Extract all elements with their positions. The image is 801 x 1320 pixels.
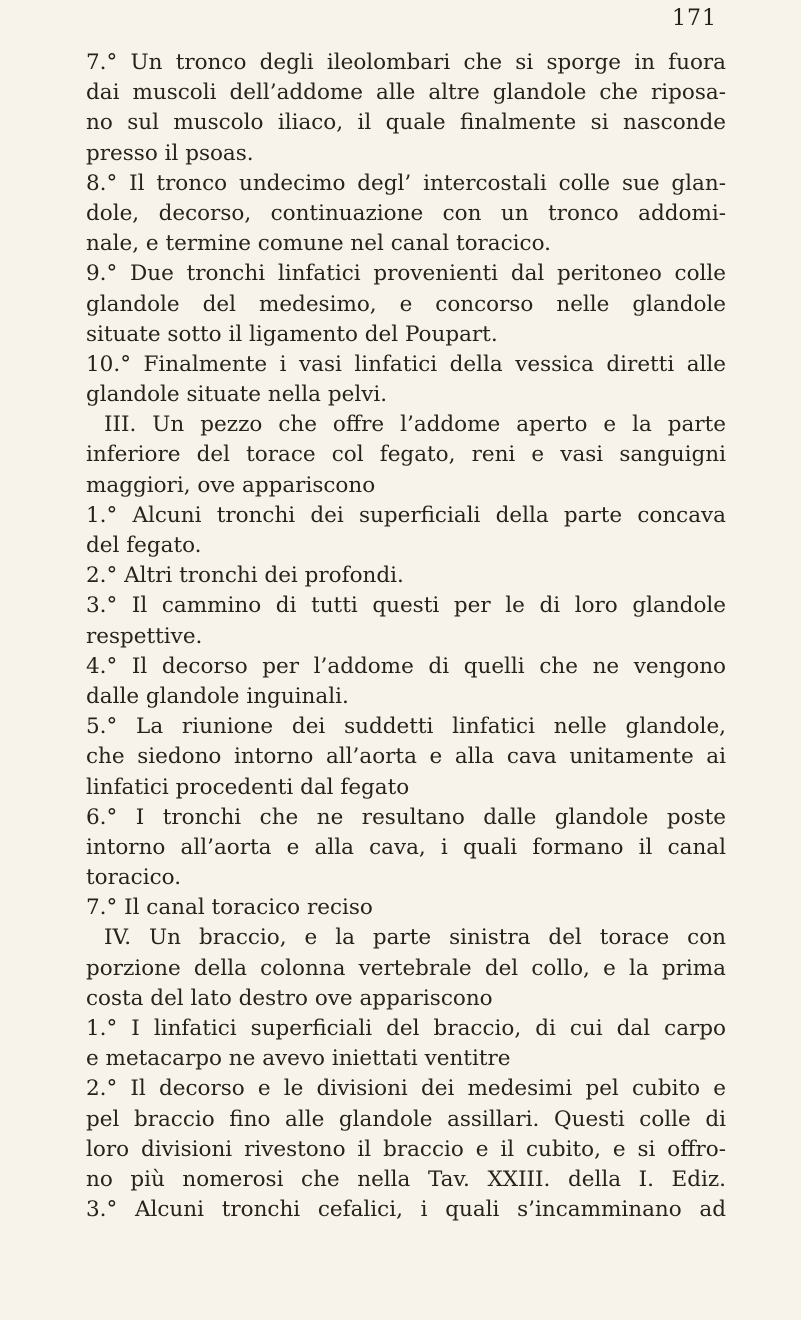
text-line: 6.° I tronchi che ne resultano dalle glandole poste bbox=[86, 804, 726, 830]
text-line: 9.° Due tronchi linfatici provenienti dal peritoneo colle bbox=[86, 261, 726, 287]
text-line: 8.° Il tronco undecimo degl’ intercostali colle sue glan- bbox=[86, 170, 726, 196]
text-line: 7.° Un tronco degli ileolombari che si sporge in fuora bbox=[86, 50, 726, 75]
text-line: dai muscoli dell’addome alle altre glandole che riposa- bbox=[86, 80, 726, 106]
text-line: dalle glandole inguinali. bbox=[86, 683, 349, 709]
text-line: dole, decorso, continuazione con un tronco addomi- bbox=[86, 200, 726, 226]
text-line: toracico. bbox=[86, 865, 182, 891]
text-line: 2.° Il decorso e le divisioni dei medesimi pel cubito e bbox=[86, 1076, 726, 1102]
text-line: 3.° Alcuni tronchi cefalici, i quali s’incamminano ad bbox=[86, 1197, 726, 1223]
text-line: III. Un pezzo che offre l’addome aperto e la parte bbox=[104, 412, 726, 438]
text-line: intorno all’aorta e alla cava, i quali formano il canal bbox=[86, 834, 726, 860]
text-line: che siedono intorno all’aorta e alla cava unitamente ai bbox=[86, 744, 726, 770]
text-line: 4.° Il decorso per l’addome di quelli che ne vengono bbox=[86, 653, 726, 679]
text-line: costa del lato destro ove appariscono bbox=[86, 985, 493, 1011]
text-line: pel braccio fino alle glandole assillari. Questi colle di bbox=[86, 1106, 726, 1132]
text-line: e metacarpo ne avevo iniettati ventitre bbox=[86, 1046, 511, 1072]
text-line: 2.° Altri tronchi dei profondi. bbox=[86, 563, 404, 589]
text-line: loro divisioni rivestono il braccio e il cubito, e si offro- bbox=[86, 1136, 726, 1162]
text-line: no più nomerosi che nella Tav. XXIII. della I. Ediz. bbox=[86, 1166, 726, 1192]
page-number: 171 bbox=[672, 6, 717, 31]
text-line: 5.° La riunione dei suddetti linfatici nelle glandole, bbox=[86, 714, 726, 740]
text-line: porzione della colonna vertebrale del collo, e la prima bbox=[86, 955, 726, 981]
text-line: glandole situate nella pelvi. bbox=[86, 382, 388, 408]
text-line: respettive. bbox=[86, 623, 203, 649]
text-line: 3.° Il cammino di tutti questi per le di loro glandole bbox=[86, 593, 726, 619]
text-line: 1.° I linfatici superficiali del braccio, di cui dal carpo bbox=[86, 1016, 726, 1041]
text-line: situate sotto il ligamento del Poupart. bbox=[86, 321, 498, 347]
text-line: linfatici procedenti dal fegato bbox=[86, 774, 410, 800]
text-line: glandole del medesimo, e concorso nelle glandole bbox=[86, 291, 726, 317]
text-line: inferiore del torace col fegato, reni e vasi sanguigni bbox=[86, 442, 726, 468]
text-line: maggiori, ove appariscono bbox=[86, 472, 376, 498]
text-line: nale, e termine comune nel canal toracico. bbox=[86, 231, 551, 257]
text-line: 1.° Alcuni tronchi dei superficiali della parte concava bbox=[86, 502, 726, 528]
text-line: del fegato. bbox=[86, 533, 202, 558]
text-line: IV. Un braccio, e la parte sinistra del torace con bbox=[104, 925, 726, 951]
text-line: 10.° Finalmente i vasi linfatici della vessica diretti alle bbox=[86, 351, 726, 377]
body-text bbox=[86, 48, 726, 1225]
text-line: no sul muscolo iliaco, il quale finalmente si nasconde bbox=[86, 110, 726, 136]
text-line: presso il psoas. bbox=[86, 140, 254, 166]
text-line: 7.° Il canal toracico reciso bbox=[86, 895, 373, 921]
